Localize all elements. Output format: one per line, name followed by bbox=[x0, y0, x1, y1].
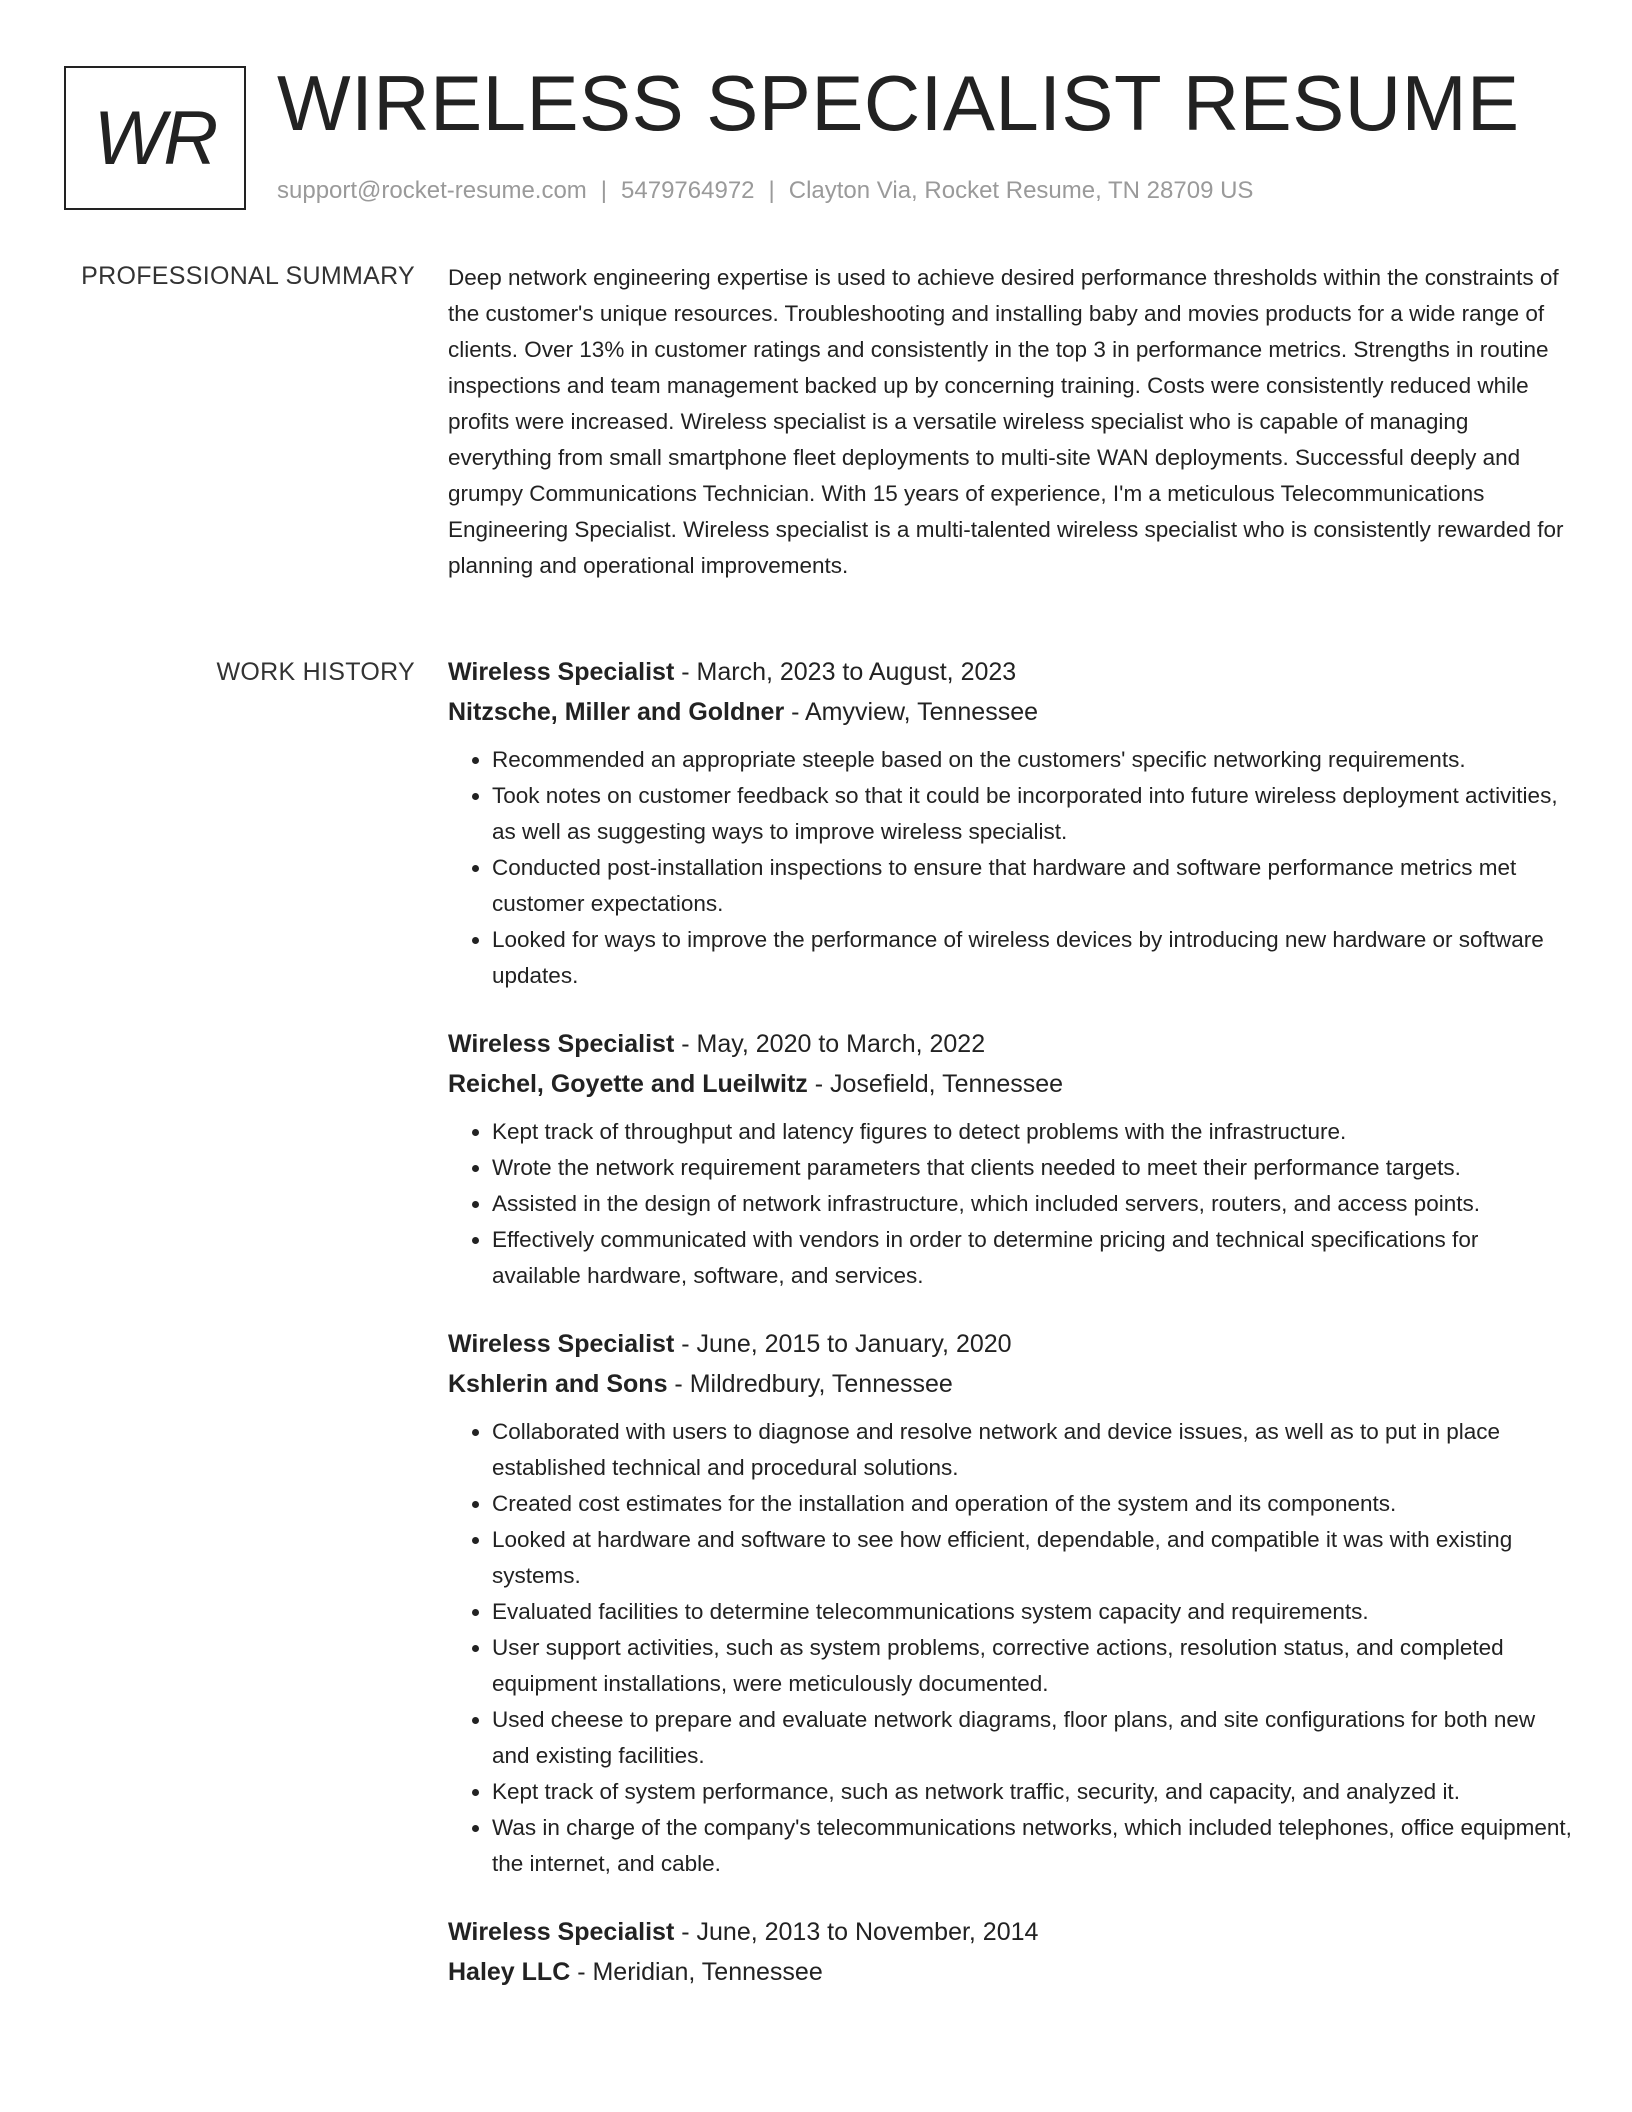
job-title: Wireless Specialist bbox=[448, 1030, 675, 1058]
contact-separator: | bbox=[768, 177, 775, 204]
job-bullet: • Looked for ways to improve the performance of wireless devices by introducing new hardware or software updates. bbox=[492, 922, 1573, 994]
job-title-line bbox=[448, 1912, 1573, 1952]
job-bullet: • Kept track of throughput and latency figures to detect problems with the infrastructure. bbox=[492, 1114, 1573, 1150]
job-location: - Josefield, Tennessee bbox=[807, 1070, 1064, 1098]
job-location: - Meridian, Tennessee bbox=[570, 1958, 823, 1986]
job-company-line bbox=[448, 1364, 1573, 1404]
contact-line bbox=[277, 175, 1253, 207]
contact-email: support@rocket-resume.com bbox=[277, 177, 587, 204]
job-bullet: • Assisted in the design of network infrastructure, which included servers, routers, and access points. bbox=[492, 1186, 1573, 1222]
job-bullet: • User support activities, such as system problems, corrective actions, resolution status, and completed equipment installations, were meticulously documented. bbox=[492, 1630, 1573, 1702]
job-bullets bbox=[448, 742, 1573, 994]
job-entry bbox=[448, 1912, 1573, 1992]
job-location: - Mildredbury, Tennessee bbox=[667, 1370, 953, 1398]
job-bullet: • Took notes on customer feedback so that it could be incorporated into future wireless deployment activities, as well as suggesting ways to improve wireless specialist. bbox=[492, 778, 1573, 850]
job-entry bbox=[448, 652, 1573, 994]
job-bullet: • Recommended an appropriate steeple based on the customers' specific networking requirements. bbox=[492, 742, 1573, 778]
job-bullets bbox=[448, 1414, 1573, 1882]
job-dates: - May, 2020 to March, 2022 bbox=[674, 1030, 986, 1058]
job-entry bbox=[448, 1024, 1573, 1294]
work-history-list bbox=[448, 652, 1573, 2022]
job-company-line bbox=[448, 1064, 1573, 1104]
job-title-line bbox=[448, 1324, 1573, 1364]
job-bullet: • Was in charge of the company's telecommunications networks, which included telephones, office equipment, the internet, and cable. bbox=[492, 1810, 1573, 1882]
job-bullet: • Evaluated facilities to determine telecommunications system capacity and requirements. bbox=[492, 1594, 1573, 1630]
job-location: - Amyview, Tennessee bbox=[784, 698, 1039, 726]
resume-title: WIRELESS SPECIALIST RESUME bbox=[277, 59, 1520, 147]
job-title: Wireless Specialist bbox=[448, 658, 675, 686]
job-bullet: • Used cheese to prepare and evaluate network diagrams, floor plans, and site configurations for both new and existing facilities. bbox=[492, 1702, 1573, 1774]
job-company: Nitzsche, Miller and Goldner bbox=[448, 698, 785, 726]
job-company-line bbox=[448, 1952, 1573, 1992]
job-title-line bbox=[448, 1024, 1573, 1064]
section-label-summary: PROFESSIONAL SUMMARY bbox=[81, 262, 415, 290]
job-dates: - June, 2013 to November, 2014 bbox=[674, 1918, 1039, 1946]
job-dates: - March, 2023 to August, 2023 bbox=[674, 658, 1017, 686]
job-company: Haley LLC bbox=[448, 1958, 571, 1986]
section-label-work-history: WORK HISTORY bbox=[216, 658, 415, 686]
job-bullet: • Collaborated with users to diagnose and resolve network and device issues, as well as to put in place established technical and procedural solutions. bbox=[492, 1414, 1573, 1486]
job-title: Wireless Specialist bbox=[448, 1330, 675, 1358]
job-company: Kshlerin and Sons bbox=[448, 1370, 668, 1398]
job-entry bbox=[448, 1324, 1573, 1882]
job-bullet: • Conducted post-installation inspections to ensure that hardware and software performance metrics met customer expectations. bbox=[492, 850, 1573, 922]
job-company: Reichel, Goyette and Lueilwitz bbox=[448, 1070, 808, 1098]
job-bullets bbox=[448, 1114, 1573, 1294]
job-bullet: • Effectively communicated with vendors in order to determine pricing and technical specifications for available hardware, software, and services. bbox=[492, 1222, 1573, 1294]
job-title: Wireless Specialist bbox=[448, 1918, 675, 1946]
job-bullet: • Created cost estimates for the installation and operation of the system and its components. bbox=[492, 1486, 1573, 1522]
job-bullet: • Wrote the network requirement parameters that clients needed to meet their performance targets. bbox=[492, 1150, 1573, 1186]
job-dates: - June, 2015 to January, 2020 bbox=[674, 1330, 1012, 1358]
job-company-line bbox=[448, 692, 1573, 732]
job-bullet: • Looked at hardware and software to see how efficient, dependable, and compatible it was with existing systems. bbox=[492, 1522, 1573, 1594]
job-title-line bbox=[448, 652, 1573, 692]
contact-phone: 5479764972 bbox=[621, 177, 755, 204]
monogram: WR bbox=[64, 66, 246, 210]
contact-separator: | bbox=[600, 177, 608, 204]
summary-text: Deep network engineering expertise is used to achieve desired performance thresholds within the constraints of the customer's unique resources. Troubleshooting and installing baby and movies products for a wide range of clients. Over 13% in customer ratings and consistently in the top 3 in performance metrics. Strengths in routine inspections and team management backed up by concerning training. Costs were consistently reduced while profits were increased. Wireless specialist is a versatile wireless specialist who is capable of managing everything from small smartphone fleet deployments to multi-site WAN deployments. Successful deeply and grumpy Communications Technician. With 15 years of experience, I'm a meticulous Telecommunications Engineering Specialist. Wireless specialist is a multi-talented wireless specialist who is consistently rewarded for planning and operational improvements. bbox=[448, 265, 1564, 578]
job-bullet: • Kept track of system performance, such as network traffic, security, and capacity, and analyzed it. bbox=[492, 1774, 1573, 1810]
contact-address: Clayton Via, Rocket Resume, TN 28709 US bbox=[788, 177, 1254, 204]
